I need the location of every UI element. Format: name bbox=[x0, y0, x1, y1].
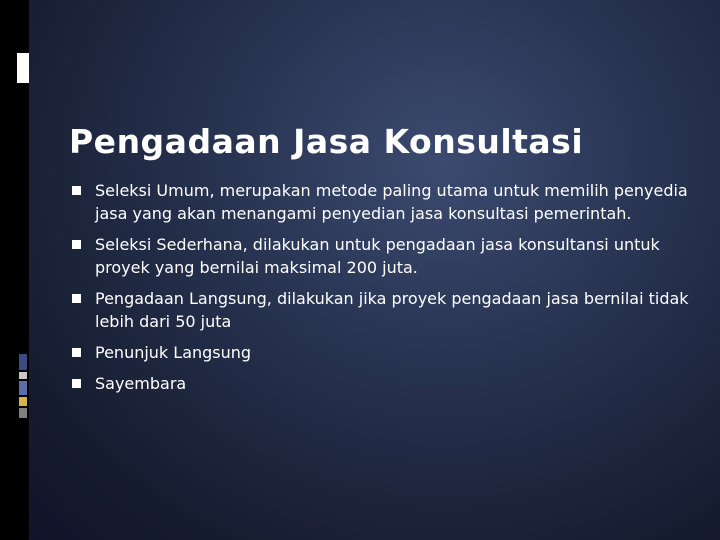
square-bullet-icon bbox=[72, 186, 81, 195]
square-bullet-icon bbox=[72, 348, 81, 357]
decoration-bar bbox=[19, 381, 27, 395]
decoration-bar bbox=[19, 397, 27, 406]
bullet-text: Pengadaan Langsung, dilakukan jika proyek pengadaan jasa bernilai tidak lebih dari 50 juta bbox=[95, 289, 689, 331]
square-bullet-icon bbox=[72, 240, 81, 249]
left-decoration-strip bbox=[0, 0, 29, 540]
bullet-item-seleksi-umum bbox=[72, 179, 692, 225]
bullet-item-pengadaan-langsung bbox=[72, 287, 692, 333]
decoration-bar bbox=[19, 372, 27, 379]
decoration-bar bbox=[19, 408, 27, 418]
square-bullet-icon bbox=[72, 294, 81, 303]
bullet-list bbox=[72, 179, 692, 403]
bullet-item-penunjuk-langsung bbox=[72, 341, 692, 364]
bullet-text: Seleksi Umum, merupakan metode paling utama untuk memilih penyedia jasa yang akan menangami penyedian jasa konsultasi pemerintah. bbox=[95, 181, 688, 223]
bullet-item-sayembara bbox=[72, 372, 692, 395]
slide-title: Pengadaan Jasa Konsultasi bbox=[69, 122, 584, 161]
square-bullet-icon bbox=[72, 379, 81, 388]
bullet-text: Seleksi Sederhana, dilakukan untuk pengadaan jasa konsultansi untuk proyek yang bernilai maksimal 200 juta. bbox=[95, 235, 660, 277]
decoration-square bbox=[17, 53, 29, 83]
bullet-item-seleksi-sederhana bbox=[72, 233, 692, 279]
decoration-bar bbox=[19, 354, 27, 370]
bullet-text: Penunjuk Langsung bbox=[95, 343, 252, 362]
bullet-text: Sayembara bbox=[95, 374, 187, 393]
